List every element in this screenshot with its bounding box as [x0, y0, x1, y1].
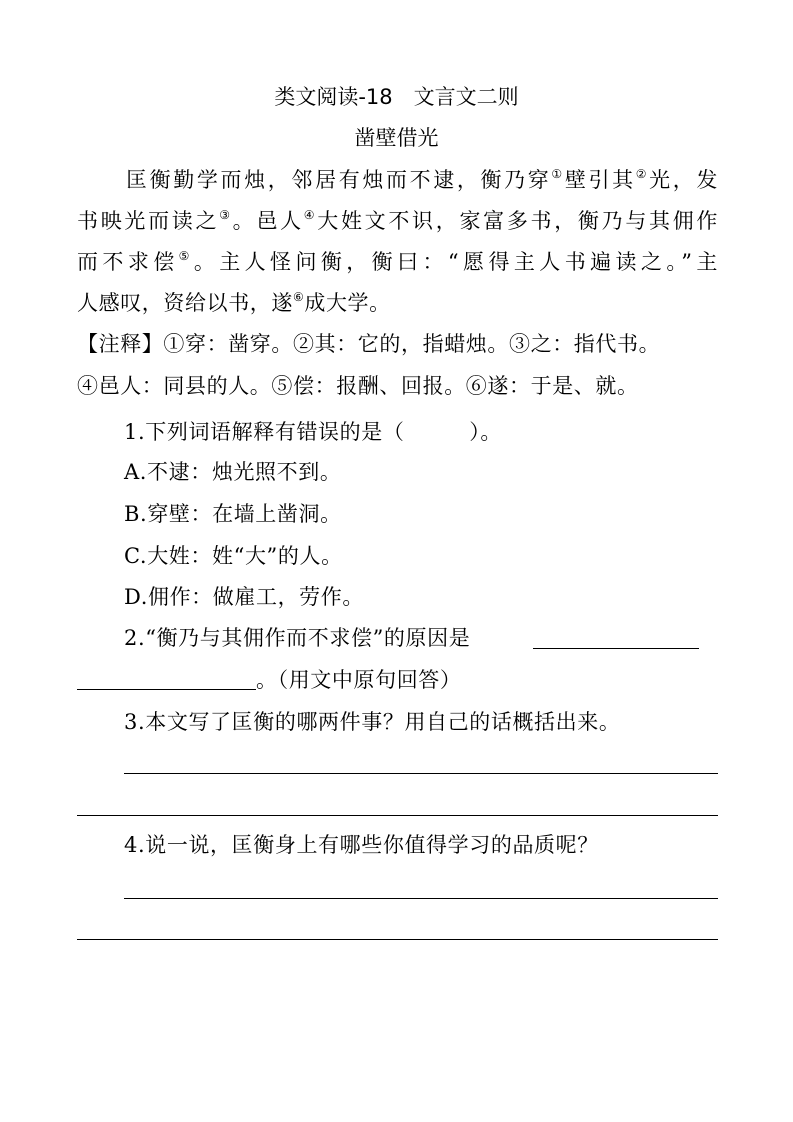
notes-line-2: ④邑人：同县的人。⑤偿：报酬、回报。⑥遂：于是、就。: [77, 374, 639, 398]
question-text: 下列词语解释有错误的是（ ）。: [145, 420, 502, 444]
option-text: 穿壁：在墙上凿洞。: [147, 502, 342, 526]
footnote-marker: ④: [303, 208, 318, 222]
question-number: 3.: [124, 710, 146, 734]
option-d: [124, 582, 364, 612]
question-2: [124, 623, 470, 653]
footnote-marker: ⑤: [178, 249, 194, 263]
passage-title: 凿壁借光: [354, 126, 439, 150]
footnote-marker: ②: [635, 167, 650, 181]
passage-text: 人感叹，资给以书，遂: [77, 291, 293, 315]
question-text: 本文写了匡衡的哪两件事？用自己的话概括出来。: [145, 710, 621, 734]
question-text: 说一说，匡衡身上有哪些你值得学习的品质呢？: [145, 833, 599, 857]
question-4: [124, 830, 599, 860]
footnote-marker: ③: [219, 208, 233, 222]
passage-text: 书映光而读之: [77, 209, 220, 233]
option-label: B.: [124, 502, 148, 526]
passage-line-4: [77, 288, 391, 318]
option-a: [124, 457, 341, 487]
question-number: 4.: [124, 833, 146, 857]
passage-text: 匡衡勤学而烛，邻居有烛而不逮，衡乃穿: [126, 168, 552, 192]
passage-text: 壁引其: [564, 168, 636, 192]
answer-line-q4-1[interactable]: [124, 898, 718, 899]
question-text: “衡乃与其佣作而不求偿”的原因是: [145, 626, 471, 650]
notes-line-1: 【注释】①穿：凿穿。②其：它的，指蜡烛。③之：指代书。: [77, 332, 661, 356]
passage-text: 大姓文不识，家富多书，衡乃与其佣作: [317, 209, 719, 233]
question-2-continuation: 。（用文中原句回答）: [256, 668, 462, 692]
passage-text: 成大学。: [304, 291, 391, 315]
question-3: [124, 707, 620, 737]
answer-blank-q2-part1[interactable]: [533, 648, 699, 649]
option-text: 不逮：烛光照不到。: [147, 460, 342, 484]
page-title: 类文阅读-18 文言文二则: [274, 85, 519, 109]
answer-line-q3-1[interactable]: [124, 773, 718, 774]
option-label: A.: [124, 460, 148, 484]
option-text: 大姓：姓“大”的人。: [147, 544, 343, 568]
footnote-marker: ①: [551, 167, 565, 181]
option-label: D.: [124, 585, 148, 609]
answer-line-q4-2[interactable]: [77, 939, 718, 940]
option-label: C.: [124, 544, 148, 568]
passage-line-2: [77, 206, 718, 236]
question-number: 1.: [124, 420, 146, 444]
answer-line-q3-2[interactable]: [77, 815, 718, 816]
option-b: [124, 499, 342, 529]
passage-text: 。主人怪问衡，衡曰：“愿得主人书遍读之。”主: [193, 250, 718, 274]
answer-blank-q2-part2[interactable]: [77, 689, 256, 690]
question-number: 2.: [124, 626, 146, 650]
option-c: [124, 541, 343, 571]
passage-text: 光，发: [649, 168, 718, 192]
footnote-marker: ⑥: [293, 290, 305, 304]
question-1: [124, 417, 502, 447]
passage-text: 。邑人: [232, 209, 304, 233]
passage-line-3: [77, 247, 718, 277]
passage-line-1: [126, 165, 718, 195]
option-text: 佣作：做雇工，劳作。: [147, 585, 364, 609]
passage-text: 而不求偿: [77, 250, 179, 274]
